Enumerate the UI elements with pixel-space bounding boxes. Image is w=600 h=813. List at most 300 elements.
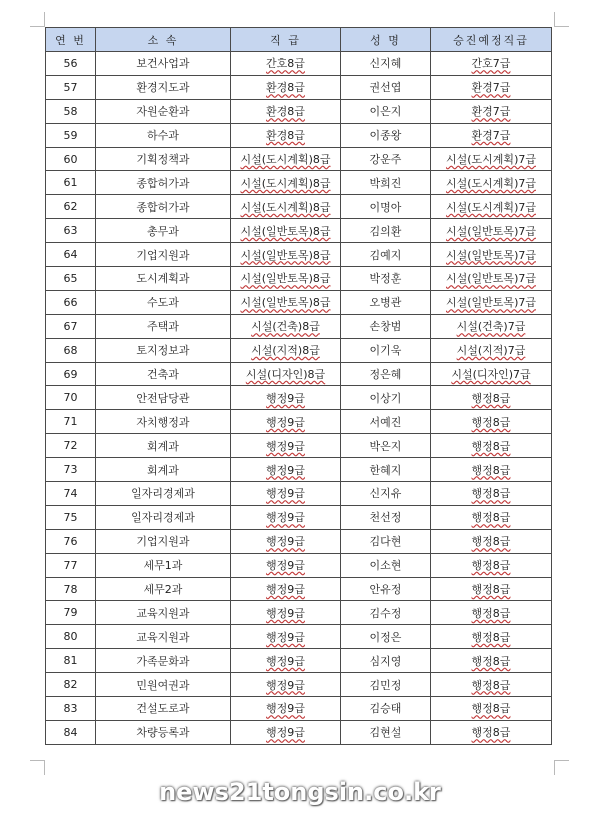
promotion-grade-text: 행정8급 [471, 702, 511, 716]
row-number-text: 70 [63, 391, 78, 405]
department-text: 일자리경제과 [131, 487, 195, 501]
name-text: 이상기 [369, 391, 402, 405]
name-text: 김민정 [369, 678, 402, 692]
page-corner-mark [554, 12, 569, 27]
current-grade-cell [231, 338, 341, 362]
name-text: 김수정 [369, 606, 402, 620]
row-number-cell [46, 458, 96, 482]
current-grade-text: 행정9급 [266, 391, 305, 405]
department-cell [96, 75, 231, 99]
current-grade-cell [231, 314, 341, 338]
table-row [46, 243, 552, 267]
department-text: 종합허가과 [136, 200, 190, 214]
name-text: 이소현 [369, 559, 402, 573]
current-grade-cell [231, 171, 341, 195]
page-corner-mark [30, 760, 45, 775]
row-number-text: 75 [63, 510, 78, 524]
current-grade-text: 환경8급 [266, 105, 305, 119]
name-text: 강운주 [369, 153, 402, 166]
row-number-text: 83 [63, 701, 78, 715]
department-text: 자원순환과 [136, 105, 190, 119]
current-grade-cell [231, 553, 341, 577]
promotion-grade-cell [431, 171, 552, 195]
department-cell [96, 601, 231, 625]
row-number-text: 80 [63, 630, 78, 644]
current-grade-text: 시설(일반토목)8급 [240, 224, 331, 238]
promotion-grade-text: 행정8급 [471, 630, 511, 644]
row-number-cell [46, 553, 96, 577]
current-grade-text: 행정9급 [266, 606, 305, 620]
current-grade-text: 시설(도시계획)8급 [240, 200, 331, 214]
row-number-cell [46, 505, 96, 529]
department-text: 도시계획과 [136, 272, 190, 286]
name-text: 심지영 [369, 654, 402, 668]
table-row [46, 601, 552, 625]
current-grade-cell [231, 649, 341, 673]
name-text: 이명아 [369, 200, 402, 214]
current-grade-cell [231, 52, 341, 76]
current-grade-text: 시설(일반토목)8급 [240, 248, 331, 262]
promotion-grade-text: 시설(일반토목)7급 [446, 296, 536, 310]
department-cell [96, 458, 231, 482]
table-row [46, 171, 552, 195]
promotion-grade-text: 시설(도시계획)7급 [446, 153, 536, 166]
name-text: 김의환 [369, 224, 402, 238]
name-cell [341, 410, 431, 434]
current-grade-cell [231, 219, 341, 243]
promotion-grade-cell [431, 577, 552, 601]
current-grade-text: 환경8급 [266, 129, 305, 143]
name-cell [341, 243, 431, 267]
name-text: 손창범 [369, 320, 402, 334]
name-cell [341, 123, 431, 147]
name-text: 이종왕 [369, 129, 402, 143]
department-text: 회계과 [147, 439, 179, 453]
current-grade-text: 간호8급 [266, 57, 305, 71]
name-text: 신지혜 [369, 57, 402, 71]
current-grade-text: 행정9급 [266, 535, 305, 549]
table-row [46, 720, 552, 744]
promotion-grade-text: 간호7급 [471, 57, 511, 71]
row-number-text: 69 [63, 367, 78, 381]
table-row [46, 386, 552, 410]
row-number-cell [46, 673, 96, 697]
row-number-cell [46, 601, 96, 625]
name-cell [341, 219, 431, 243]
promotion-grade-text: 행정8급 [471, 463, 511, 477]
department-cell [96, 434, 231, 458]
current-grade-cell [231, 267, 341, 291]
row-number-cell [46, 219, 96, 243]
promotion-grade-text: 시설(디자인)7급 [451, 368, 531, 382]
name-cell [341, 75, 431, 99]
table-row [46, 314, 552, 338]
promotion-grade-text: 행정8급 [471, 439, 511, 453]
department-cell [96, 219, 231, 243]
row-number-cell [46, 243, 96, 267]
promotion-grade-cell [431, 482, 552, 506]
current-grade-text: 행정9급 [266, 511, 305, 525]
row-number-text: 71 [63, 415, 78, 429]
department-cell [96, 52, 231, 76]
row-number-cell [46, 75, 96, 99]
header-name: 성 명 [341, 28, 431, 52]
header-number: 연 번 [46, 28, 96, 52]
row-number-text: 60 [63, 152, 78, 166]
promotion-grade-cell [431, 52, 552, 76]
header-department: 소 속 [96, 28, 231, 52]
row-number-text: 78 [63, 582, 78, 596]
table-row [46, 195, 552, 219]
table-row [46, 219, 552, 243]
department-cell [96, 625, 231, 649]
row-number-text: 64 [63, 248, 78, 262]
department-text: 기업지원과 [136, 535, 190, 549]
department-cell [96, 362, 231, 386]
current-grade-text: 행정9급 [266, 463, 305, 477]
row-number-cell [46, 147, 96, 171]
current-grade-text: 시설(디자인)8급 [245, 368, 326, 382]
department-cell [96, 171, 231, 195]
current-grade-text: 행정9급 [266, 487, 305, 501]
row-number-cell [46, 529, 96, 553]
department-text: 회계과 [147, 463, 179, 477]
department-cell [96, 267, 231, 291]
promotion-grade-text: 행정8급 [471, 391, 511, 405]
department-text: 자치행정과 [136, 415, 190, 429]
name-cell [341, 673, 431, 697]
department-text: 일자리경제과 [131, 511, 195, 525]
table-row [46, 505, 552, 529]
current-grade-cell [231, 362, 341, 386]
current-grade-cell [231, 195, 341, 219]
row-number-cell [46, 290, 96, 314]
current-grade-cell [231, 434, 341, 458]
promotion-grade-cell [431, 314, 552, 338]
department-text: 종합허가과 [136, 176, 190, 190]
table-row [46, 697, 552, 721]
name-cell [341, 338, 431, 362]
row-number-text: 77 [63, 558, 78, 572]
promotion-grade-text: 시설(일반토목)7급 [446, 248, 536, 262]
name-cell [341, 458, 431, 482]
row-number-text: 76 [63, 534, 78, 548]
department-cell [96, 99, 231, 123]
name-cell [341, 720, 431, 744]
table-row [46, 529, 552, 553]
row-number-text: 74 [63, 486, 78, 500]
table-row [46, 625, 552, 649]
department-cell [96, 505, 231, 529]
page-corner-mark [554, 760, 569, 775]
promotion-grade-cell [431, 290, 552, 314]
promotion-grade-cell [431, 267, 552, 291]
department-text: 보건사업과 [136, 57, 190, 71]
row-number-cell [46, 123, 96, 147]
current-grade-cell [231, 75, 341, 99]
current-grade-text: 행정9급 [266, 415, 305, 429]
row-number-cell [46, 482, 96, 506]
row-number-cell [46, 267, 96, 291]
department-cell [96, 553, 231, 577]
row-number-cell [46, 52, 96, 76]
department-text: 환경지도과 [136, 81, 190, 95]
department-cell [96, 147, 231, 171]
department-text: 교육지원과 [136, 630, 190, 644]
department-cell [96, 243, 231, 267]
current-grade-text: 행정9급 [266, 439, 305, 453]
row-number-text: 59 [63, 128, 78, 142]
row-number-text: 84 [63, 725, 78, 739]
name-cell [341, 171, 431, 195]
promotion-grade-cell [431, 362, 552, 386]
name-text: 박은지 [369, 439, 402, 453]
promotion-grade-text: 환경7급 [471, 129, 511, 143]
name-text: 서예진 [369, 415, 402, 429]
current-grade-cell [231, 577, 341, 601]
name-text: 신지유 [369, 487, 402, 501]
row-number-cell [46, 697, 96, 721]
row-number-text: 65 [63, 271, 78, 285]
current-grade-cell [231, 505, 341, 529]
table-row [46, 147, 552, 171]
name-cell [341, 290, 431, 314]
promotion-grade-text: 행정8급 [471, 415, 511, 429]
promotion-grade-cell [431, 386, 552, 410]
promotion-grade-cell [431, 75, 552, 99]
name-cell [341, 649, 431, 673]
name-cell [341, 529, 431, 553]
promotion-grade-cell [431, 147, 552, 171]
current-grade-cell [231, 697, 341, 721]
table-row [46, 290, 552, 314]
current-grade-text: 시설(건축)8급 [251, 320, 320, 334]
promotion-grade-text: 환경7급 [471, 81, 511, 95]
name-cell [341, 52, 431, 76]
row-number-text: 67 [63, 319, 78, 333]
promotion-grade-cell [431, 649, 552, 673]
table-row [46, 267, 552, 291]
name-text: 김현설 [369, 726, 402, 740]
department-cell [96, 338, 231, 362]
name-cell [341, 195, 431, 219]
promotion-grade-text: 시설(건축)7급 [456, 320, 526, 334]
table-row [46, 458, 552, 482]
department-text: 안전담당관 [136, 391, 190, 405]
department-text: 세무1과 [143, 559, 183, 573]
row-number-text: 72 [63, 439, 78, 453]
department-text: 민원여권과 [136, 678, 190, 692]
name-text: 김승태 [369, 702, 402, 716]
department-cell [96, 290, 231, 314]
row-number-cell [46, 720, 96, 744]
promotion-grade-text: 행정8급 [471, 487, 511, 501]
department-cell [96, 673, 231, 697]
department-cell [96, 649, 231, 673]
department-cell [96, 577, 231, 601]
row-number-text: 58 [63, 104, 78, 118]
table-row [46, 482, 552, 506]
promotion-grade-text: 행정8급 [471, 654, 511, 668]
department-cell [96, 123, 231, 147]
row-number-text: 62 [63, 200, 78, 214]
row-number-cell [46, 195, 96, 219]
row-number-text: 66 [63, 295, 78, 309]
department-text: 수도과 [147, 296, 179, 310]
page-corner-mark [30, 12, 45, 27]
current-grade-cell [231, 410, 341, 434]
name-cell [341, 625, 431, 649]
department-text: 교육지원과 [136, 606, 190, 620]
header-promotion-grade: 승진예정직급 [431, 28, 552, 52]
row-number-text: 82 [63, 678, 78, 692]
table-row [46, 673, 552, 697]
current-grade-text: 시설(도시계획)8급 [240, 153, 331, 166]
row-number-text: 79 [63, 606, 78, 620]
table-row [46, 577, 552, 601]
department-text: 토지정보과 [136, 344, 190, 358]
department-cell [96, 386, 231, 410]
table-row [46, 649, 552, 673]
row-number-cell [46, 386, 96, 410]
promotion-grade-cell [431, 505, 552, 529]
name-cell [341, 314, 431, 338]
current-grade-cell [231, 720, 341, 744]
department-text: 세무2과 [143, 583, 183, 597]
name-cell [341, 267, 431, 291]
row-number-text: 57 [63, 80, 78, 94]
promotion-grade-text: 행정8급 [471, 559, 511, 573]
promotion-grade-text: 시설(일반토목)7급 [446, 224, 536, 238]
promotion-grade-text: 시설(도시계획)7급 [446, 176, 536, 190]
name-cell [341, 362, 431, 386]
row-number-text: 73 [63, 463, 78, 477]
promotion-grade-cell [431, 123, 552, 147]
promotion-grade-cell [431, 99, 552, 123]
table-row [46, 553, 552, 577]
department-cell [96, 697, 231, 721]
promotion-grade-text: 행정8급 [471, 535, 511, 549]
department-text: 하수과 [147, 129, 179, 143]
current-grade-cell [231, 673, 341, 697]
name-cell [341, 553, 431, 577]
promotion-grade-cell [431, 673, 552, 697]
table-row [46, 123, 552, 147]
name-text: 박희진 [369, 176, 402, 190]
name-text: 한혜지 [369, 463, 402, 477]
name-cell [341, 601, 431, 625]
current-grade-cell [231, 625, 341, 649]
row-number-text: 81 [63, 654, 78, 668]
promotion-grade-cell [431, 195, 552, 219]
row-number-text: 63 [63, 224, 78, 238]
promotion-grade-text: 행정8급 [471, 511, 511, 525]
current-grade-text: 행정9급 [266, 559, 305, 573]
promotion-grade-text: 행정8급 [471, 678, 511, 692]
name-text: 권선엽 [369, 81, 402, 95]
promotion-grade-text: 행정8급 [471, 726, 511, 740]
header-grade: 직 급 [231, 28, 341, 52]
header-row [46, 28, 552, 52]
table-row [46, 362, 552, 386]
current-grade-cell [231, 482, 341, 506]
name-text: 김다현 [369, 535, 402, 549]
current-grade-text: 행정9급 [266, 726, 305, 740]
current-grade-cell [231, 147, 341, 171]
current-grade-text: 환경8급 [266, 81, 305, 95]
name-text: 이기욱 [369, 344, 402, 358]
promotion-grade-cell [431, 219, 552, 243]
promotion-table [45, 27, 552, 745]
department-cell [96, 195, 231, 219]
name-cell [341, 386, 431, 410]
name-cell [341, 482, 431, 506]
table-row [46, 75, 552, 99]
row-number-cell [46, 338, 96, 362]
row-number-text: 68 [63, 343, 78, 357]
table-row [46, 52, 552, 76]
current-grade-cell [231, 529, 341, 553]
promotion-grade-cell [431, 410, 552, 434]
name-text: 오병관 [369, 296, 402, 310]
current-grade-text: 행정9급 [266, 630, 305, 644]
current-grade-cell [231, 458, 341, 482]
department-text: 가족문화과 [136, 654, 190, 668]
department-cell [96, 410, 231, 434]
row-number-cell [46, 171, 96, 195]
current-grade-cell [231, 290, 341, 314]
current-grade-text: 시설(도시계획)8급 [240, 176, 331, 190]
current-grade-text: 시설(일반토목)8급 [240, 272, 331, 286]
current-grade-cell [231, 601, 341, 625]
department-text: 차량등록과 [136, 726, 190, 740]
department-text: 총무과 [147, 224, 179, 238]
department-text: 주택과 [147, 320, 179, 334]
promotion-grade-text: 시설(지적)7급 [456, 344, 526, 358]
promotion-grade-text: 시설(일반토목)7급 [446, 272, 536, 286]
table-row [46, 99, 552, 123]
name-text: 정은혜 [369, 368, 402, 382]
promotion-grade-text: 시설(도시계획)7급 [446, 200, 536, 214]
name-cell [341, 577, 431, 601]
promotion-grade-cell [431, 529, 552, 553]
department-cell [96, 314, 231, 338]
current-grade-text: 행정9급 [266, 678, 305, 692]
name-text: 이정은 [369, 630, 402, 644]
table-row [46, 434, 552, 458]
row-number-text: 56 [63, 56, 78, 70]
promotion-grade-cell [431, 720, 552, 744]
promotion-grade-cell [431, 458, 552, 482]
name-cell [341, 147, 431, 171]
promotion-grade-text: 행정8급 [471, 583, 511, 597]
department-cell [96, 482, 231, 506]
name-cell [341, 99, 431, 123]
name-text: 박정훈 [369, 272, 402, 286]
department-text: 기업지원과 [136, 248, 190, 262]
promotion-grade-cell [431, 553, 552, 577]
name-text: 이은지 [369, 105, 402, 119]
promotion-grade-cell [431, 625, 552, 649]
row-number-cell [46, 314, 96, 338]
name-cell [341, 505, 431, 529]
row-number-cell [46, 362, 96, 386]
name-text: 천선정 [369, 511, 402, 525]
name-cell [341, 697, 431, 721]
department-cell [96, 720, 231, 744]
table-row [46, 410, 552, 434]
row-number-cell [46, 649, 96, 673]
